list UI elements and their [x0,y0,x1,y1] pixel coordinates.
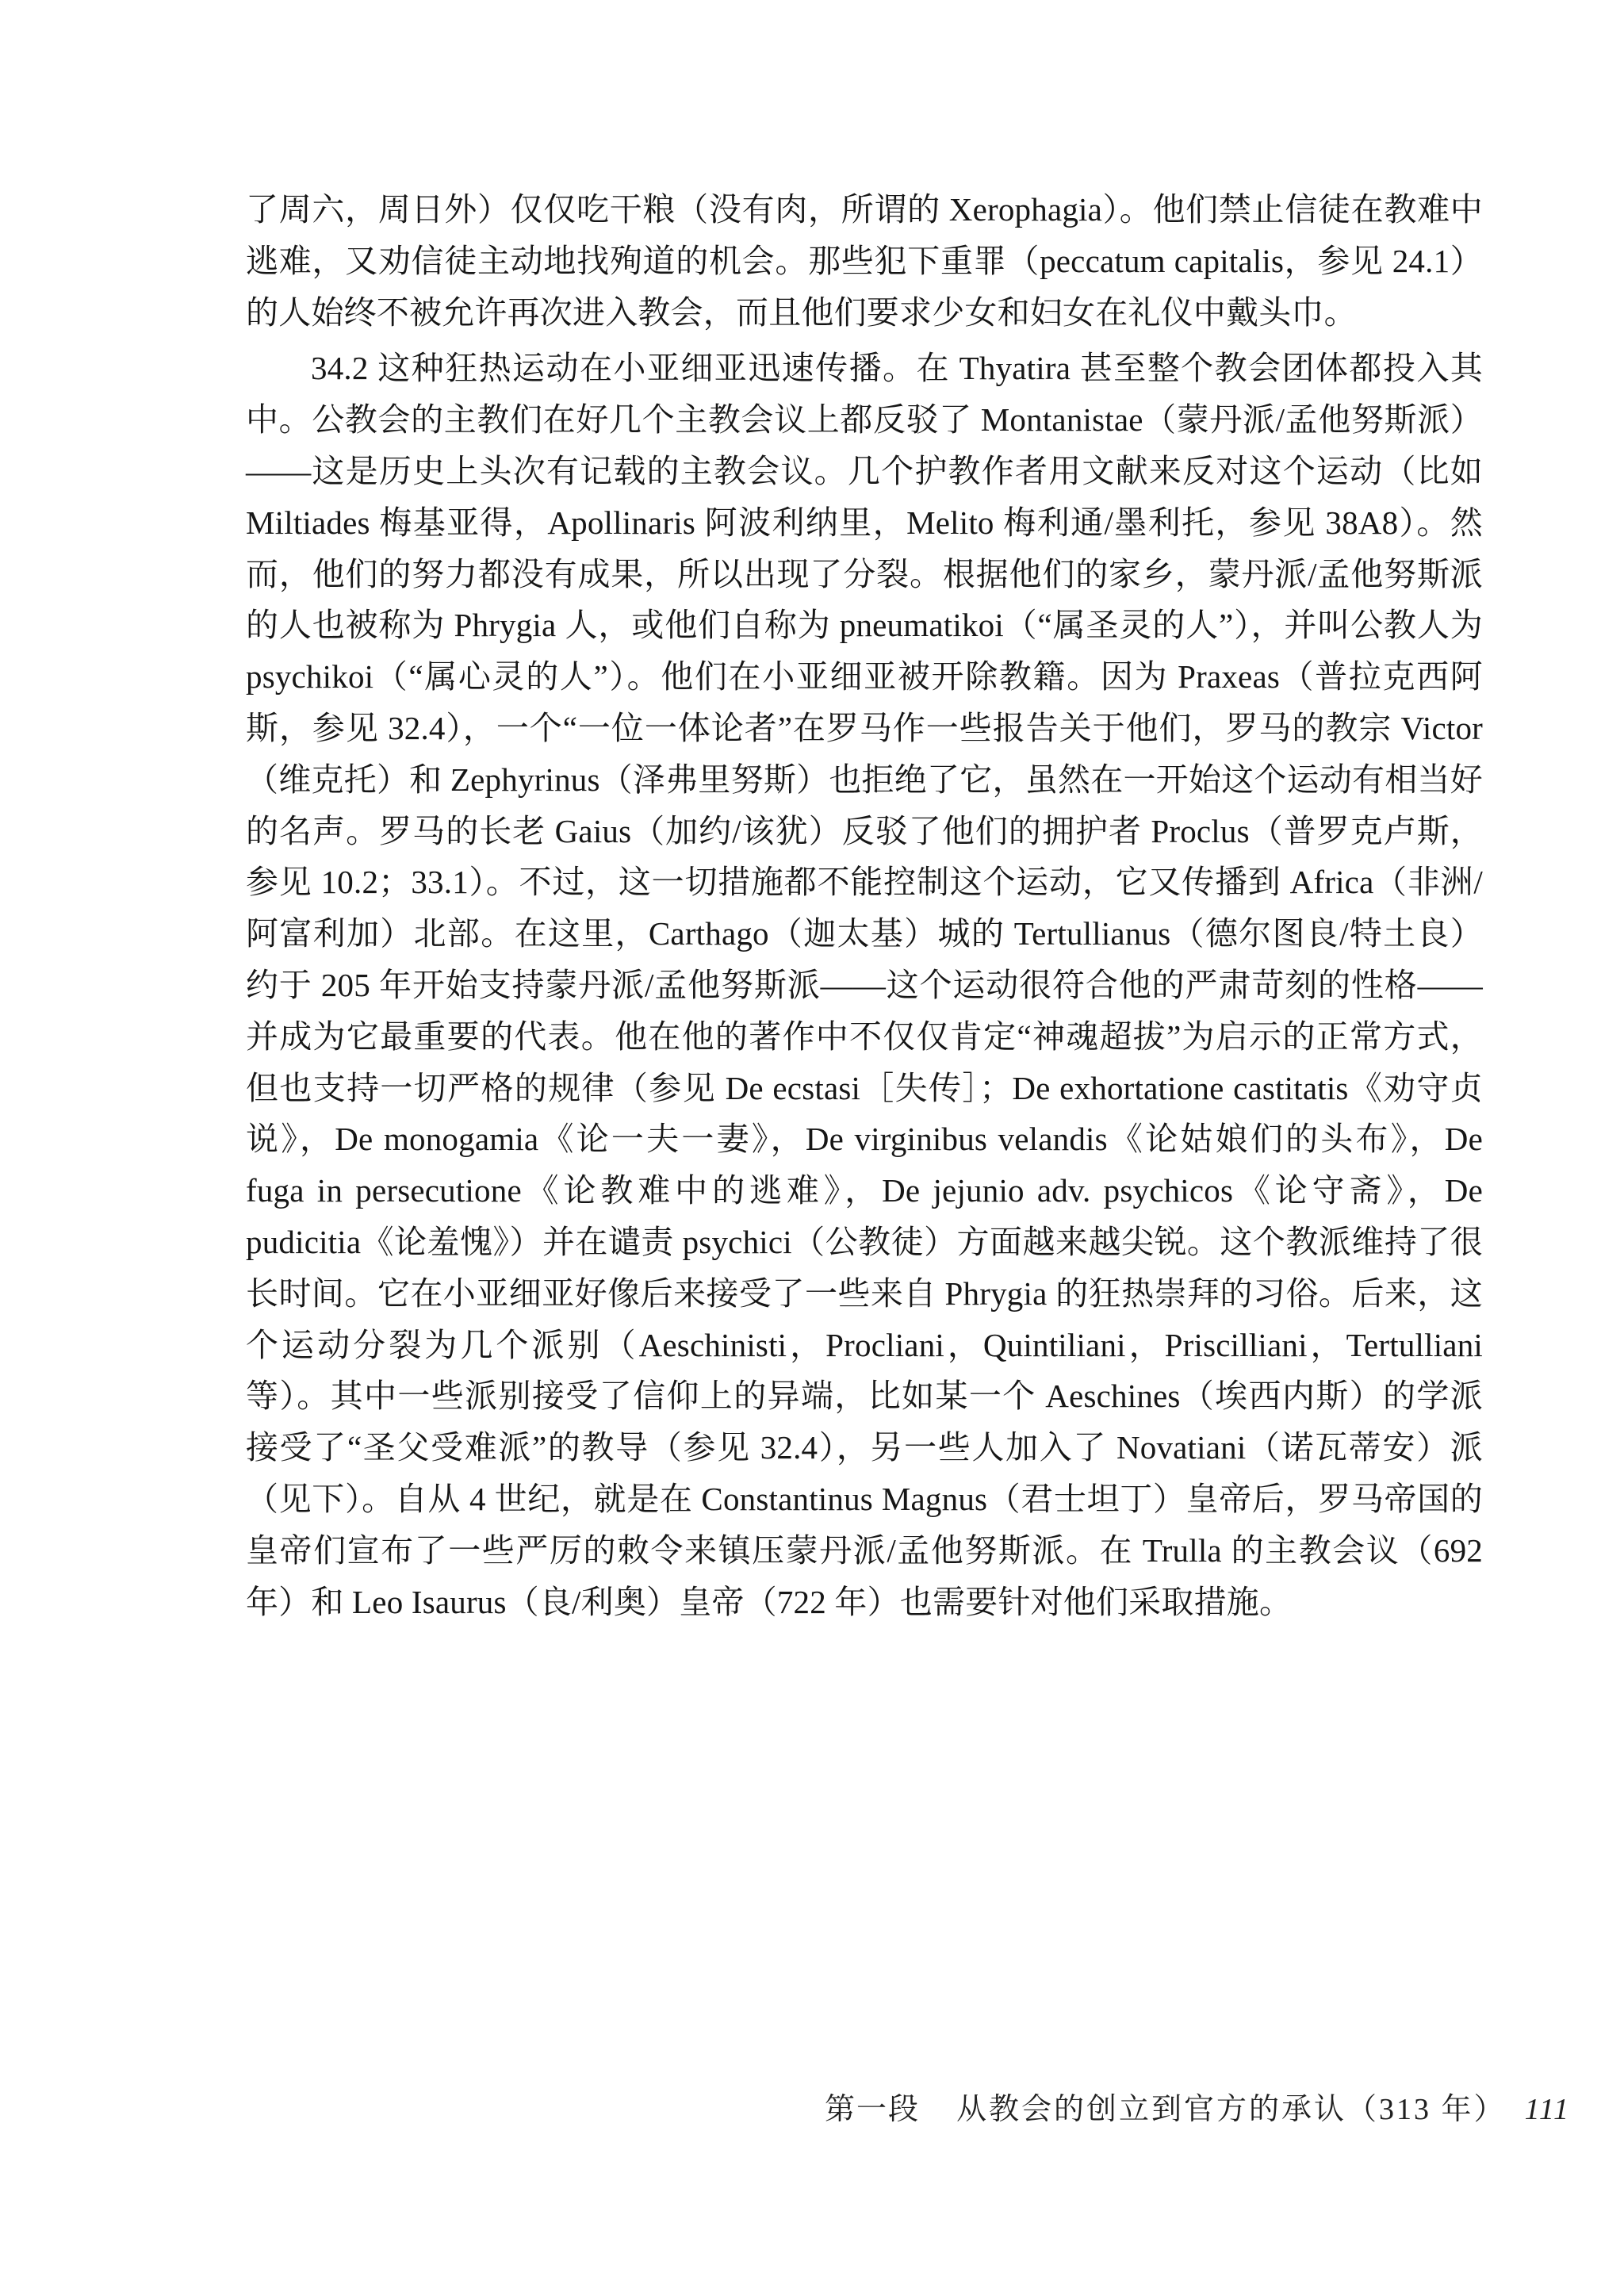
footer-section-title: 从教会的创立到官方的承认（313 年） [956,2093,1507,2126]
page-number: 111 [1524,2093,1570,2126]
footer-part-label: 第一段 [825,2093,921,2126]
paragraph-continuation: 了周六，周日外）仅仅吃干粮（没有肉，所谓的 Xerophagia）。他们禁止信徒在教难中逃难，又劝信徒主动地找殉道的机会。那些犯下重罪（peccatum capitalis，参见 24.1）的人始终不被允许再次进入教会，而且他们要求少女和妇女在礼仪中戴头巾。 [246,191,1483,331]
paragraph-34-2: 34.2 这种狂热运动在小亚细亚迅速传播。在 Thyatira 甚至整个教会团体都投入其中。公教会的主教们在好几个主教会议上都反驳了 Montanistae（蒙丹派/孟他努斯派）——这是历史上头次有记载的主教会议。几个护教作者用文献来反对这个运动（比如 Miltiades 梅基亚得，Apollinaris 阿波利纳里，Melito 梅利通/墨利托，参见 38A8）。然而，他们的努力都没有成果，所以出现了分裂。根据他们的家乡，蒙丹派/孟他努斯派的人也被称为 Phrygia 人，或他们自称为 pneumatikoi（“属圣灵的人”），并叫公教人为 psychikoi（“属心灵的人”）。他们在小亚细亚被开除教籍。因为 Praxeas（普拉克西阿斯，参见 32.4），一个“一位一体论者”在罗马作一些报告关于他们，罗马的教宗 Victor（维克托）和 Zephyrinus（泽弗里努斯）也拒绝了它，虽然在一开始这个运动有相当好的名声。罗马的长老 Gaius（加约/该犹）反驳了他们的拥护者 Proclus（普罗克卢斯，参见 10.2；33.1）。不过，这一切措施都不能控制这个运动，它又传播到 Africa（非洲/阿富利加）北部。在这里，Carthago（迦太基）城的 Tertullianus（德尔图良/特土良）约于 205 年开始支持蒙丹派/孟他努斯派——这个运动很符合他的严肃苛刻的性格——并成为它最重要的代表。他在他的著作中不仅仅肯定“神魂超拔”为启示的正常方式，但也支持一切严格的规律（参见 De ecstasi［失传］；De exhortatione castitatis《劝守贞说》，De monogamia《论一夫一妻》，De virginibus velandis《论姑娘们的头布》，De fuga in persecutione《论教难中的逃难》，De jejunio adv. psychicos《论守斋》，De pudicitia《论羞愧》）并在谴责 psychici（公教徒）方面越来越尖锐。这个教派维持了很长时间。它在小亚细亚好像后来接受了一些来自 Phrygia 的狂热崇拜的习俗。后来，这个运动分裂为几个派别（Aeschinisti，Procliani，Quintiliani，Priscilliani，Tertulliani 等）。其中一些派别接受了信仰上的异端，比如某一个 Aeschines（埃西内斯）的学派接受了“圣父受难派”的教导（参见 32.4），另一些人加入了 Novatiani（诺瓦蒂安）派（见下）。自从 4 世纪，就是在 Constantinus Magnus（君士坦丁）皇帝后，罗马帝国的皇帝们宣布了一些严厉的敕令来镇压蒙丹派/孟他努斯派。在 Trulla 的主教会议（692 年）和 Leo Isaurus（良/利奥）皇帝（722 年）也需要针对他们采取措施。 [246,350,1483,1620]
page-body [246,184,1483,1627]
running-footer [825,2090,1570,2129]
